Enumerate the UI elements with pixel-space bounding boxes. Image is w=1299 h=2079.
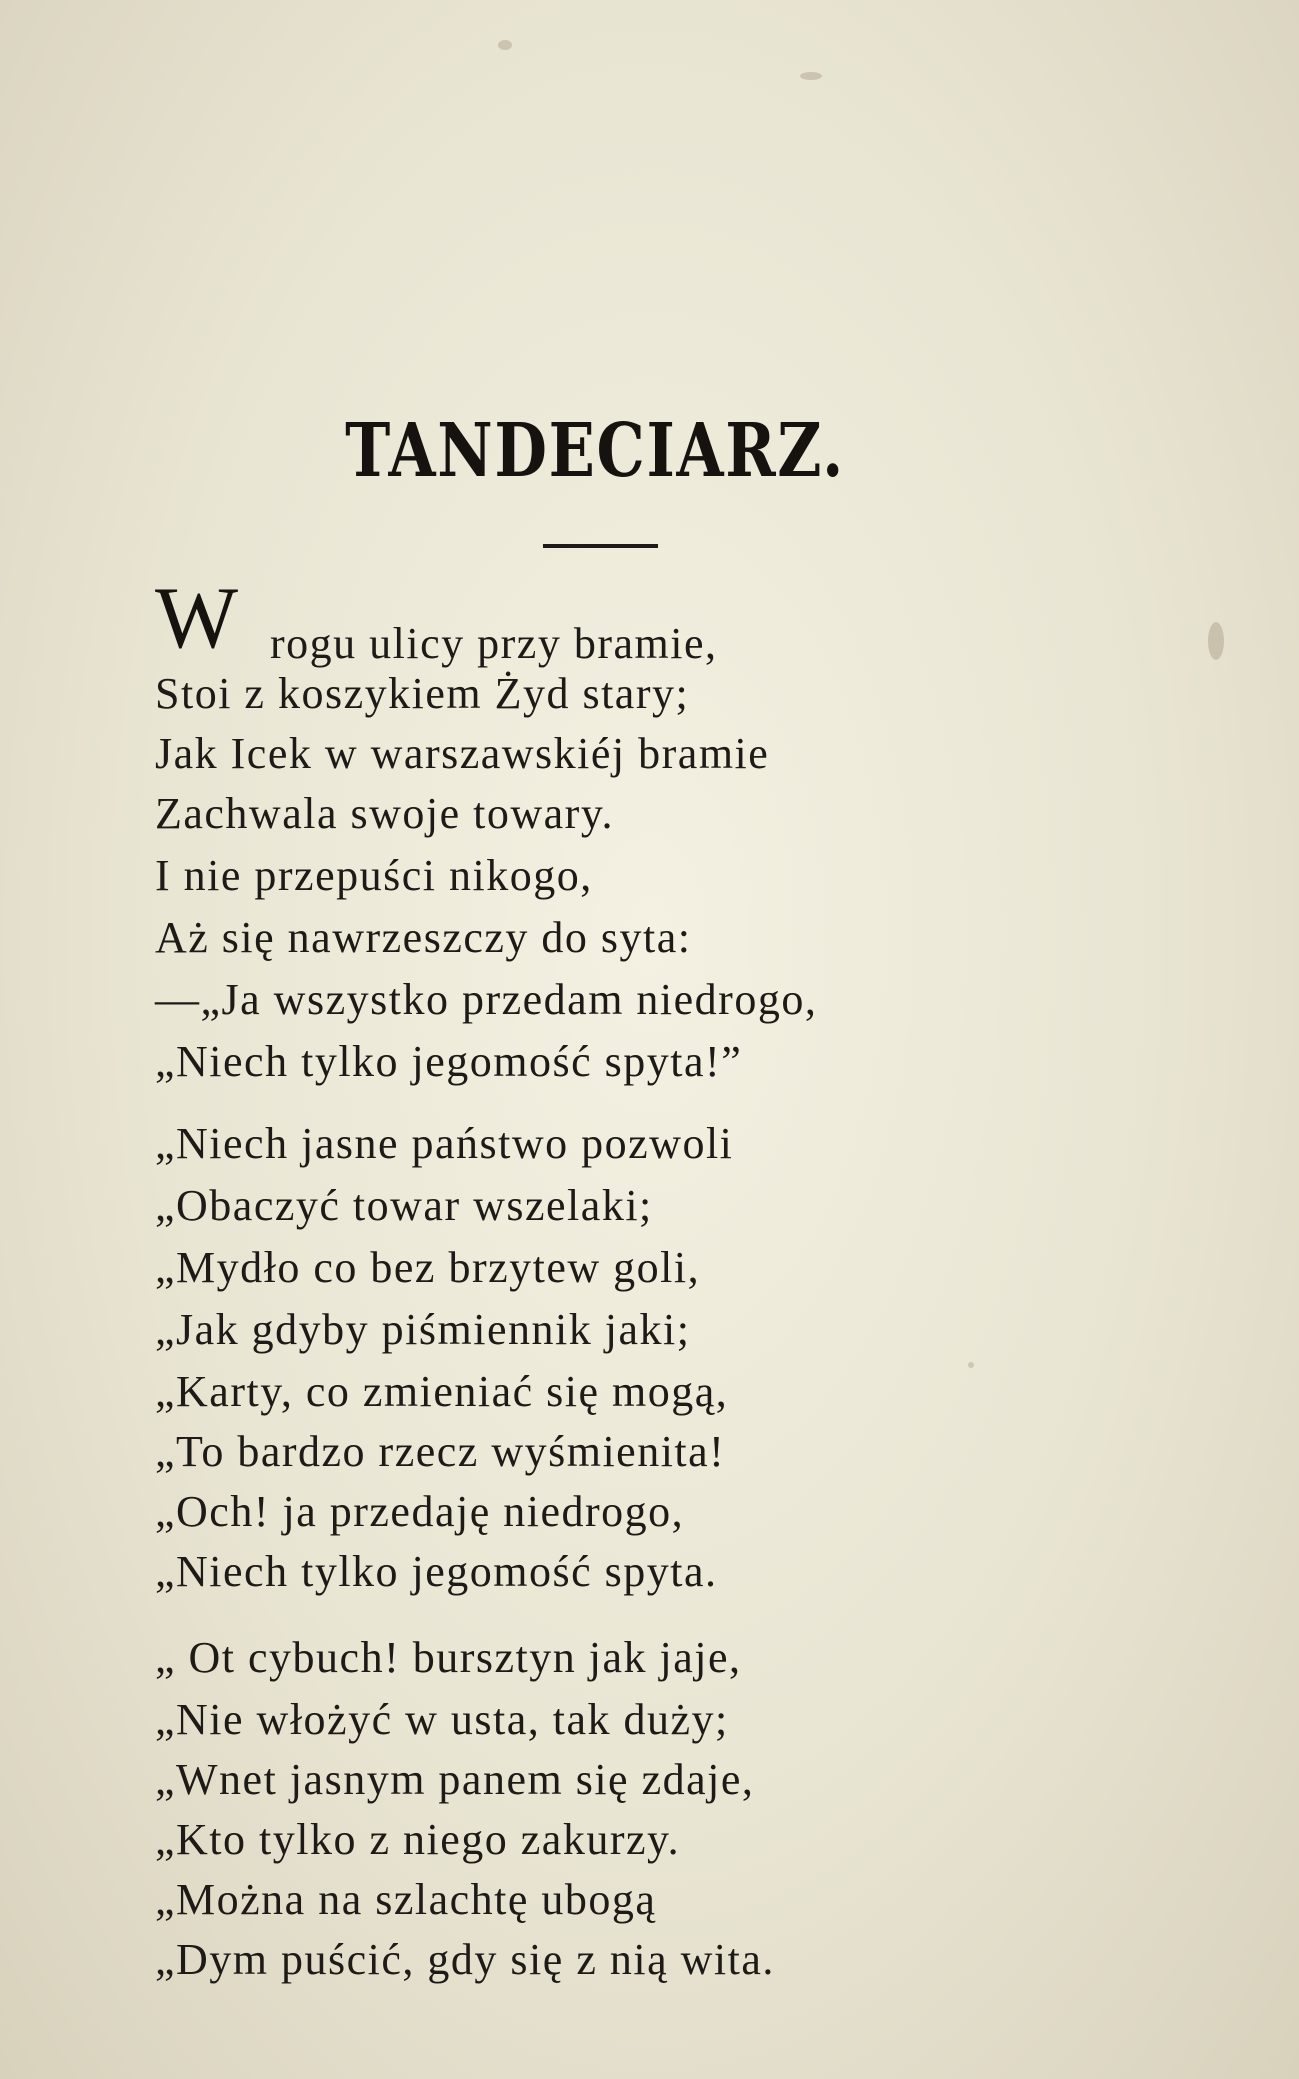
poem-line: „Obaczyć towar wszelaki;: [155, 1181, 653, 1230]
poem-line: „Och! ja przedaję niedrogo,: [155, 1487, 685, 1536]
poem-line: Stoi z koszykiem Żyd stary;: [155, 669, 690, 718]
poem-line: „Wnet jasnym panem się zdaje,: [155, 1755, 755, 1804]
poem-line: „Jak gdyby piśmiennik jaki;: [155, 1305, 691, 1354]
poem-line: „Niech tylko jegomość spyta.: [155, 1547, 718, 1596]
poem-line: —„Ja wszystko przedam niedrogo,: [155, 975, 818, 1024]
poem-line: I nie przepuści nikogo,: [155, 851, 593, 900]
paper-stain: [1208, 622, 1224, 660]
paper-speck: [968, 1362, 974, 1368]
poem-line: „Można na szlachtę ubogą: [155, 1875, 657, 1924]
paper-speck: [498, 40, 512, 50]
poem-line: Zachwala swoje towary.: [155, 789, 614, 838]
poem-line: „Mydło co bez brzytew goli,: [155, 1243, 701, 1292]
poem-line: Aż się nawrzeszczy do syta:: [155, 913, 692, 962]
poem-line: „Karty, co zmieniać się mogą,: [155, 1367, 729, 1416]
paper-speck: [800, 72, 822, 80]
poem-line: „To bardzo rzecz wyśmienita!: [155, 1427, 726, 1476]
poem-line: „Niech jasne państwo pozwoli: [155, 1119, 734, 1168]
poem-line: „Niech tylko jegomość spyta!”: [155, 1037, 743, 1086]
poem-line: rogu ulicy przy bramie,: [270, 619, 718, 668]
poem-line: „ Ot cybuch! bursztyn jak jaje,: [155, 1633, 742, 1682]
poem-title: TANDECIARZ.: [345, 408, 845, 494]
drop-cap: W: [155, 570, 239, 667]
title-rule: [543, 544, 658, 548]
poem-line: „Dym puścić, gdy się z nią wita.: [155, 1935, 775, 1984]
poem-line: „Kto tylko z niego zakurzy.: [155, 1815, 681, 1864]
poem-line: Jak Icek w warszawskiéj bramie: [155, 729, 770, 778]
poem-line: „Nie włożyć w usta, tak duży;: [155, 1695, 729, 1744]
